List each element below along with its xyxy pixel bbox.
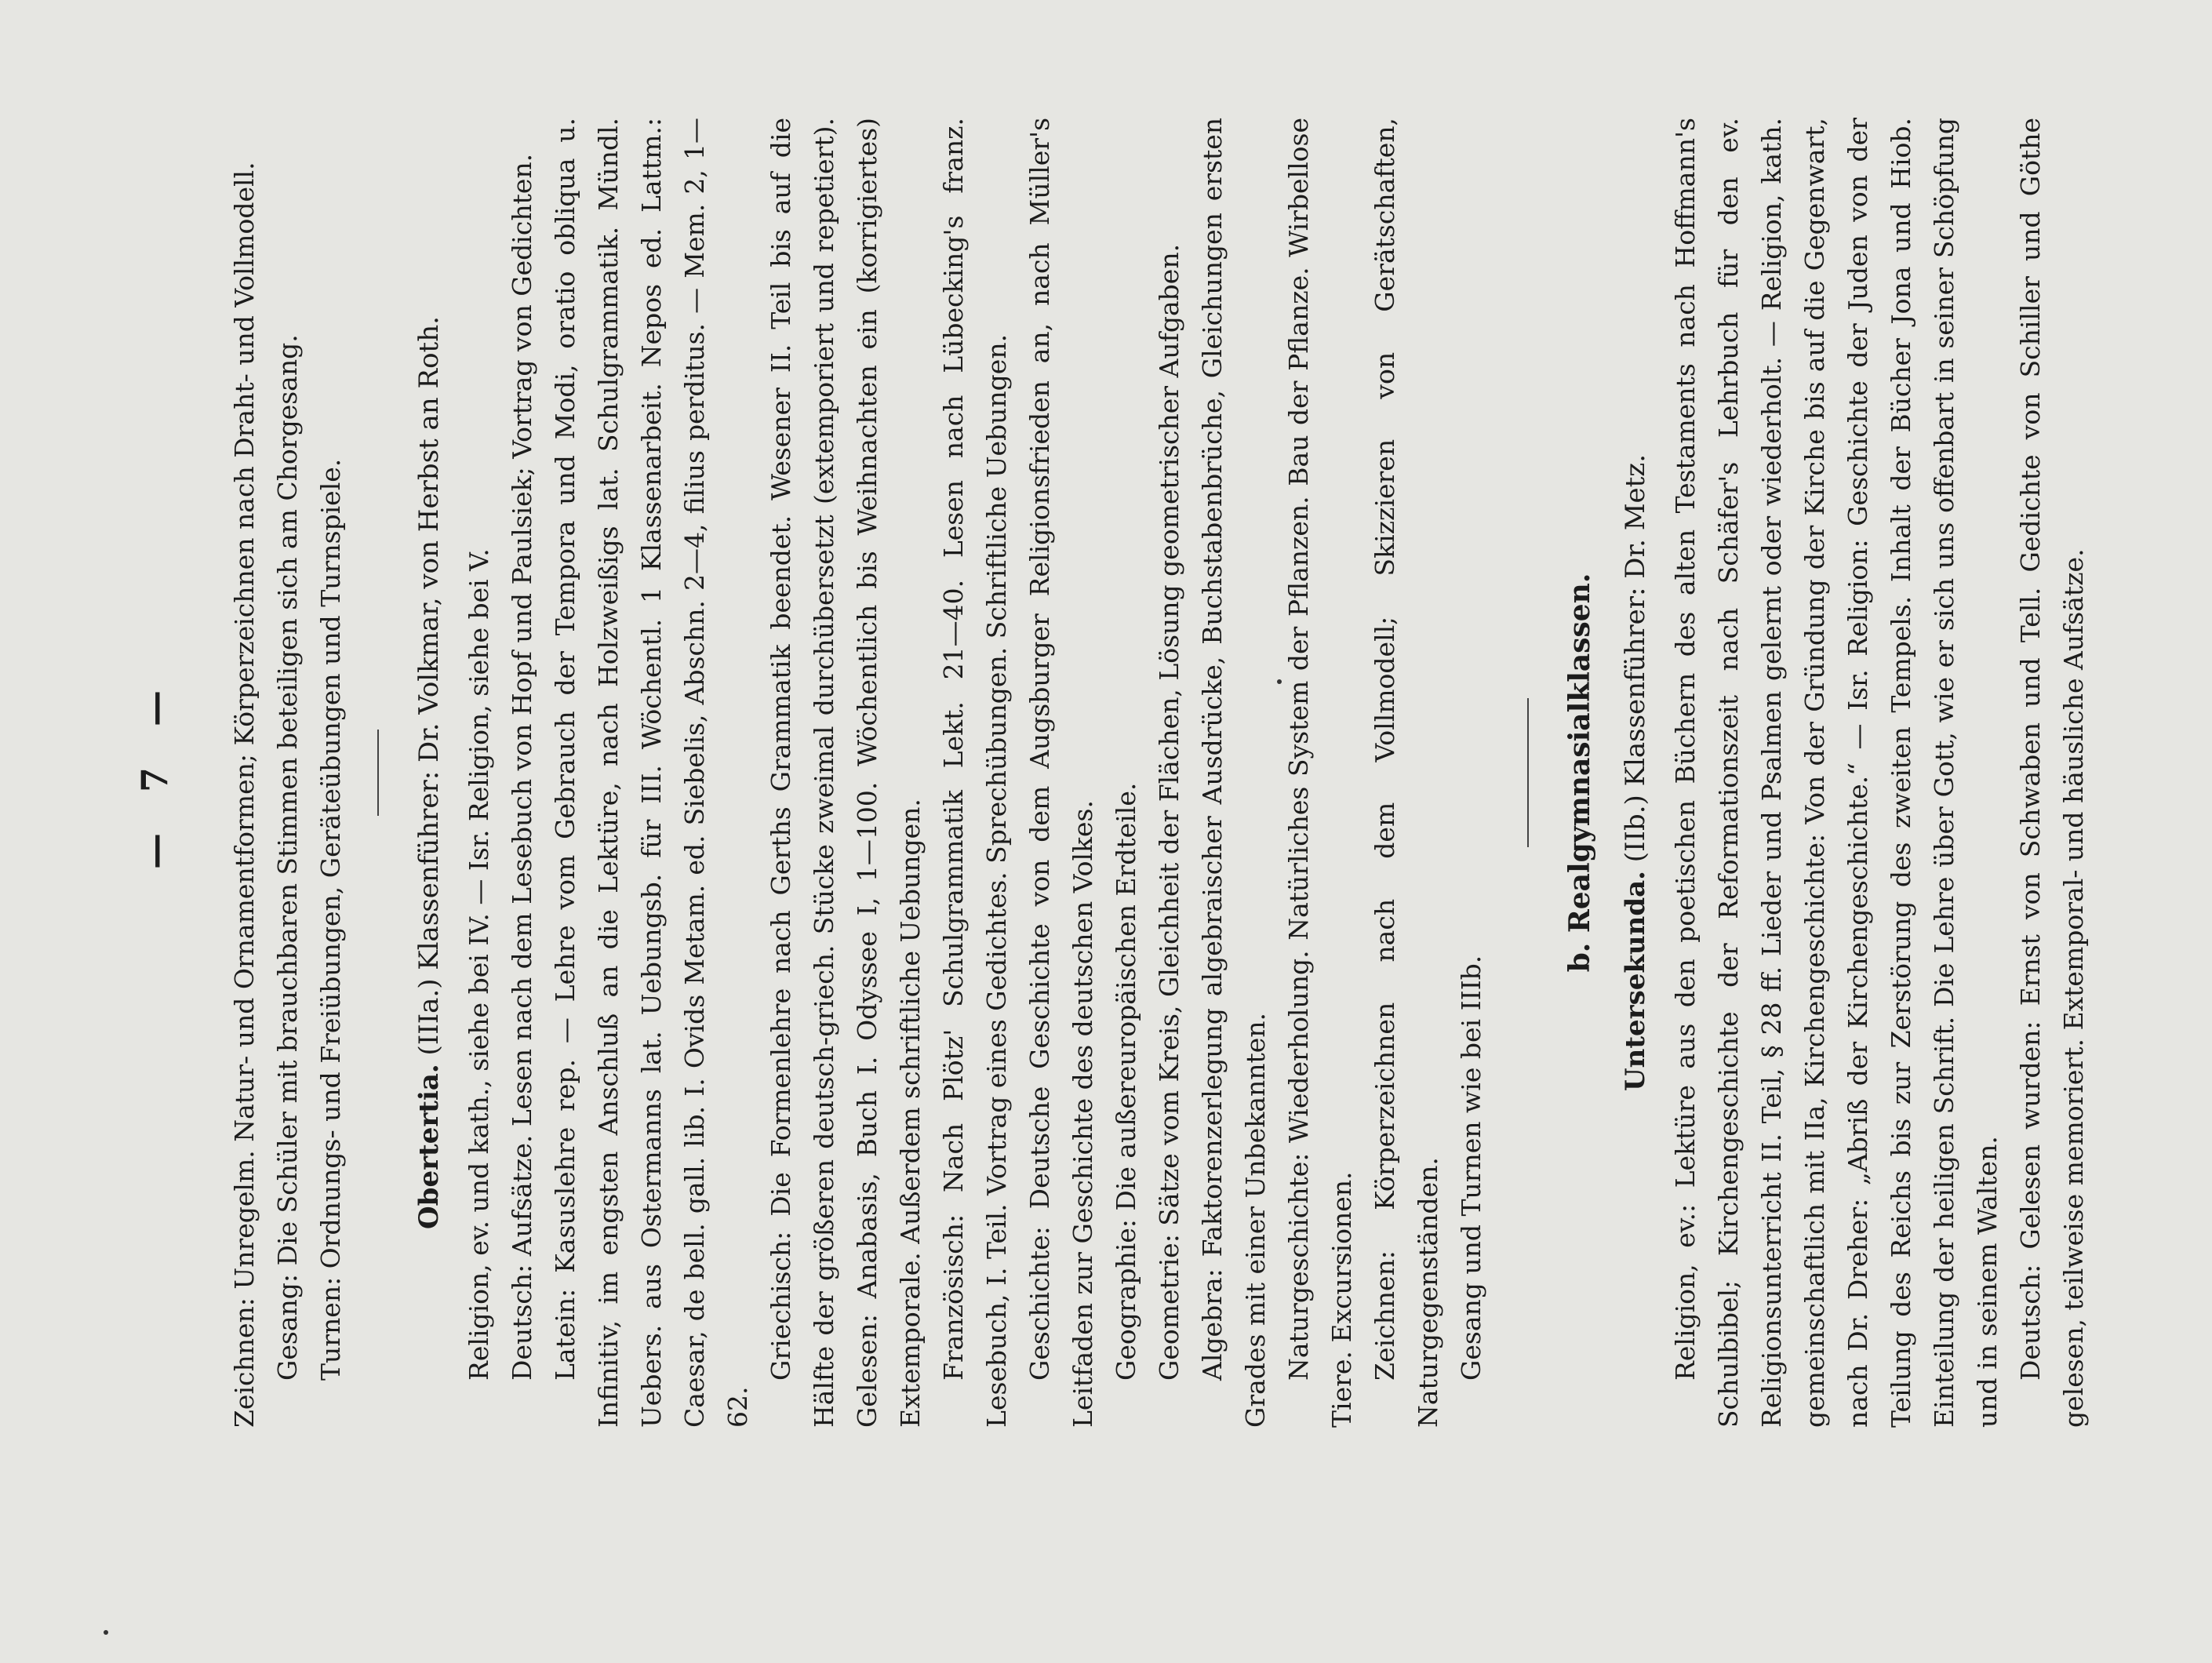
turnen-paragraph: Turnen: Ordnungs- und Freiübungen, Geräteübungen und Turnspiele.	[315, 458, 346, 1381]
obertertia-meta: (IIIa.) Klassenführer: Dr. Volkmar, von Herbst an Roth.	[413, 316, 445, 1056]
gesang-paragraph: Gesang: Die Schüler mit brauchbaren Stimmen beteiligen sich am Chorgesang.	[272, 334, 303, 1381]
ink-speck	[1277, 679, 1282, 684]
obertertia-griechisch: Griechisch: Die Formenlehre nach Gerths Grammatik beendet. Wesener II. Teil bis auf die Hälfte der größeren deutsch-griech. Stücke zweimal durchübersetzt (extemporiert und repetiert). Gelesen: Anabasis, Buch I. Odyssee I, 1—100. Wöchentlich bis Weihnachten ein (korrigiertes) Extemporale. Außerdem schriftliche Uebungen.	[766, 118, 926, 1428]
page-number: — 7 —	[133, 675, 176, 870]
obertertia-algebra: Algebra: Faktorenzerlegung algebraischer Ausdrücke, Buchstabenbrüche, Gleichungen ersten Grades mit einer Unbekannten.	[1197, 118, 1271, 1428]
untersekunda-heading	[1620, 118, 1651, 1428]
obertertia-latein: Latein: Kasuslehre rep. — Lehre vom Gebrauch der Tempora und Modi, oratio obliqua u. Infinitiv, im engsten Anschluß an die Lektüre, nach Holzweißigs lat. Schulgrammatik. Mündl. Uebers. aus Ostermanns lat. Uebungsb. für III. Wöchentl. 1 Klassenarbeit. Nepos ed. Lattm.: Caesar, de bell. gall. lib. I. Ovids Metam. ed. Siebelis, Abschn. 2—4, filius perditus. — Mem. 2, 1—62.	[550, 118, 753, 1428]
untersekunda-deutsch: Deutsch: Gelesen wurden: Ernst von Schwaben und Tell. Gedichte von Schiller und Göthe gelesen, teilweise memoriert. Extemporal- und häusliche Aufsätze.	[2015, 118, 2089, 1428]
obertertia-geschichte: Geschichte: Deutsche Geschichte von dem Augsburger Religionsfrieden an, nach Müller's Leitfaden zur Geschichte des deutschen Volkes.	[1024, 118, 1098, 1428]
section-divider	[1527, 698, 1529, 847]
section-divider	[377, 730, 379, 816]
ink-speck	[104, 1630, 108, 1635]
obertertia-deutsch: Deutsch: Aufsätze. Lesen nach dem Lesebuch von Hopf und Paulsiek; Vortrag von Gedichten.	[507, 153, 537, 1381]
realgymnasial-title: b. Realgymnasialklassen.	[1563, 573, 1596, 973]
obertertia-religion: Religion, ev. und kath., siehe bei IV. — Isr. Religion, siehe bei V.	[464, 548, 494, 1381]
untersekunda-religion: Religion, ev.: Lektüre aus den poetischen Büchern des alten Testaments nach Hoffmann's Schulbibel; Kirchengeschichte der Reformationszeit nach Schäfer's Lehrbuch für den ev. Religionsunterricht II. Teil, § 28 ff. Lieder und Psalmen gelernt oder wiederholt. — Religion, kath. gemeinschaftlich mit IIa, Kirchengeschichte: Von der Gründung der Kirche bis auf die Gegenwart, nach Dr. Dreher: „Abriß der Kirchengeschichte.“ — Isr. Religion: Geschichte der Juden von der Teilung des Reichs bis zur Zerstörung des zweiten Tempels. Inhalt der Bücher Jona und Hiob. Einteilung der heiligen Schrift. Die Lehre über Gott, wie er sich uns offenbart in seiner Schöpfung und in seinem Walten.	[1670, 118, 2003, 1428]
obertertia-geographie: Geographie: Die außereuropäischen Erdteile.	[1111, 782, 1141, 1381]
obertertia-naturgeschichte: Naturgeschichte: Wiederholung. Natürliches System der Pflanzen. Bau der Pflanze. Wirbellose Tiere. Excursionen.	[1283, 118, 1357, 1428]
obertertia-geometrie: Geometrie: Sätze vom Kreis, Gleichheit der Flächen, Lösung geometrischer Aufgaben.	[1154, 243, 1184, 1381]
obertertia-title: Obertertia.	[413, 1064, 445, 1229]
untersekunda-title: Untersekunda.	[1620, 871, 1651, 1092]
zeichnen-paragraph: Zeichnen: Unregelm. Natur- und Ornamentformen; Körperzeichnen nach Draht- und Vollmodell.	[229, 162, 260, 1428]
obertertia-heading	[413, 118, 445, 1428]
obertertia-gesang-turnen: Gesang und Turnen wie bei IIIb.	[1456, 955, 1486, 1381]
untersekunda-meta: (IIb.) Klassenführer: Dr. Metz.	[1620, 453, 1651, 863]
obertertia-zeichnen: Zeichnen: Körperzeichnen nach dem Vollmodell; Skizzieren von Gerätschaften, Naturgegenständen.	[1370, 118, 1443, 1428]
obertertia-franzoesisch: Französisch: Nach Plötz' Schulgrammatik Lekt. 21—40. Lesen nach Lübecking's franz. Lesebuch, I. Teil. Vortrag eines Gedichtes. Sprechübungen. Schriftliche Uebungen.	[938, 118, 1012, 1428]
